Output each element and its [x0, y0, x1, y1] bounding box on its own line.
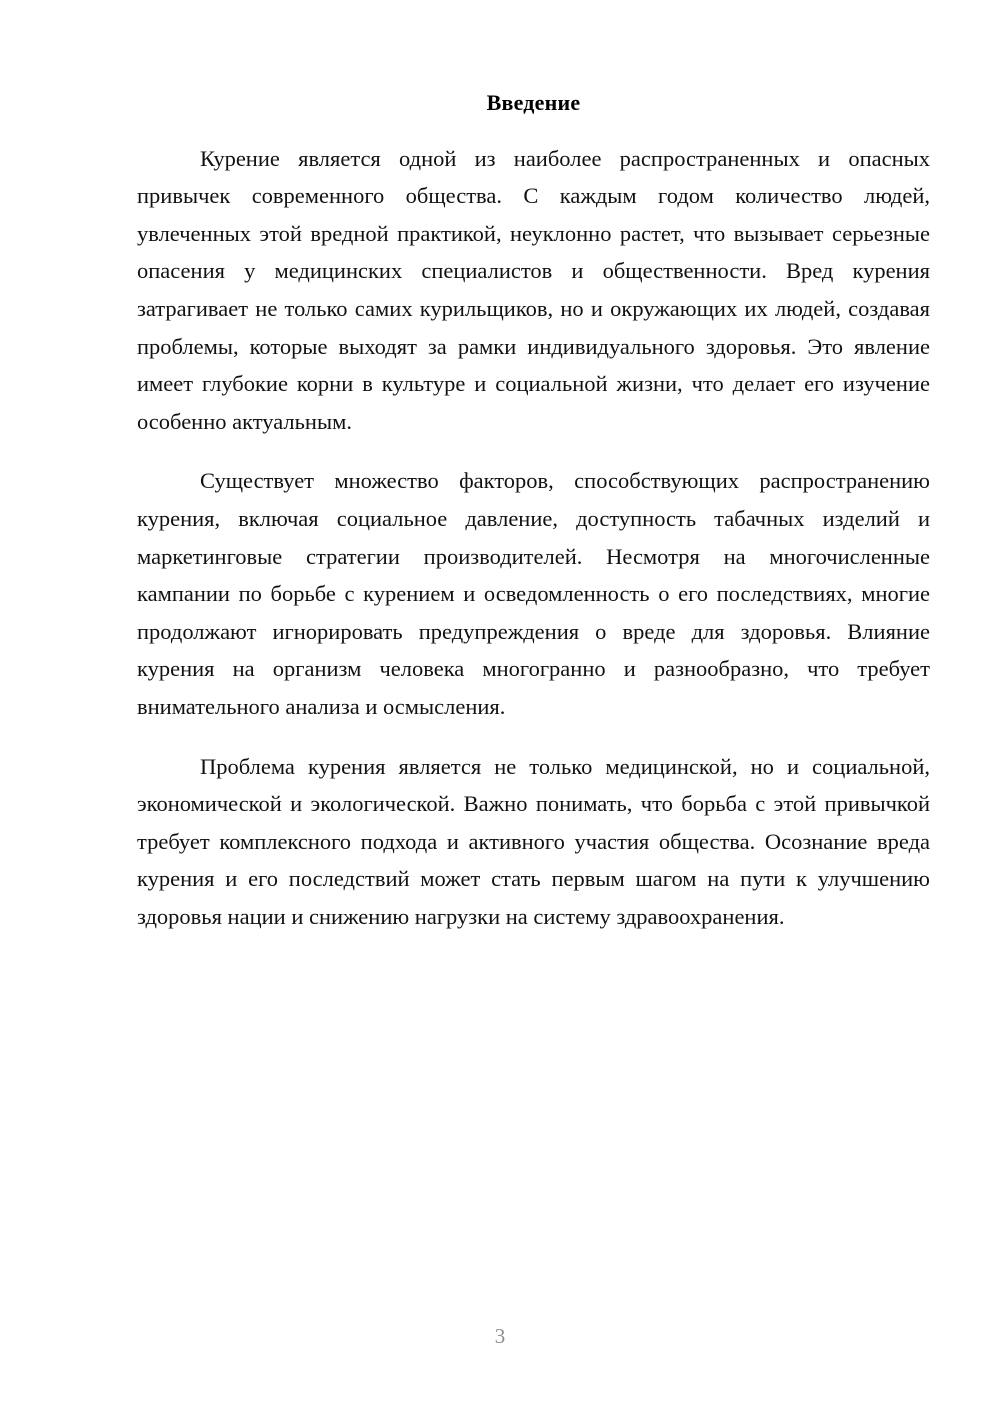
page-number: 3 — [494, 1324, 506, 1348]
document-body — [137, 88, 930, 936]
body-paragraph: Существует множество факторов, способствующих распространению курения, включая социальное давление, доступность табачных изделий и маркетинговые стратегии производителей. Несмотря на многочисленные кампании по борьбе с курением и осведомленность о его последствиях, многие продолжают игнорировать предупреждения о вреде для здоровья. Влияние курения на организм человека многогранно и разнообразно, что требует внимательного анализа и осмысления. — [137, 468, 930, 719]
page-title: Введение — [486, 90, 581, 115]
body-paragraph: Курение является одной из наиболее распространенных и опасных привычек современного общества. С каждым годом количество людей, увлеченных этой вредной практикой, неуклонно растет, что вызывает серьезные опасения у медицинских специалистов и общественности. Вред курения затрагивает не только самих курильщиков, но и окружающих их людей, создавая проблемы, которые выходят за рамки индивидуального здоровья. Это явление имеет глубокие корни в культуре и социальной жизни, что делает его изучение особенно актуальным. — [137, 145, 930, 434]
body-paragraph: Проблема курения является не только медицинской, но и социальной, экономической и экологической. Важно понимать, что борьба с этой привычкой требует комплексного подхода и активного участия общества. Осознание вреда курения и его последствий может стать первым шагом на пути к улучшению здоровья нации и снижению нагрузки на систему здравоохранения. — [137, 753, 930, 929]
